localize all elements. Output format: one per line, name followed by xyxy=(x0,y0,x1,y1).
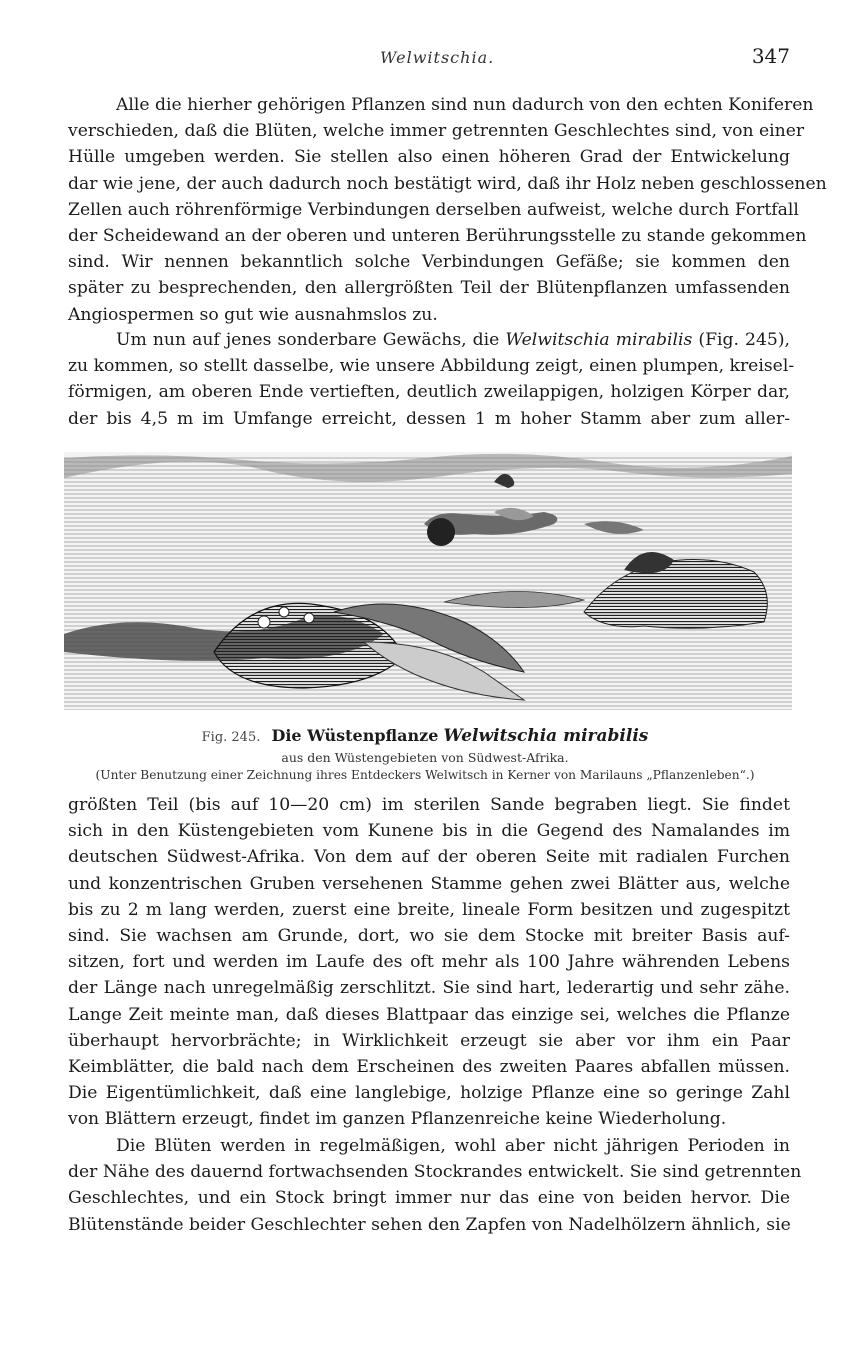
text-line: überhaupt hervorbrächte; in Wirklichkeit erzeugt sie aber vor ihm ein Paar xyxy=(68,1030,790,1051)
text-line: von Blättern erzeugt, findet im ganzen Pflanzenreiche keine Wiederholung. xyxy=(68,1109,727,1130)
text-line: sind. Sie wachsen am Grunde, dort, wo sie dem Stocke mit breiter Basis auf- xyxy=(68,926,790,947)
text-line: zu kommen, so stellt dasselbe, wie unsere Abbildung zeigt, einen plumpen, kreisel- xyxy=(68,356,795,377)
text-line: Lange Zeit meinte man, daß dieses Blattpaar das einzige sei, welches die Pflanze xyxy=(68,1004,790,1025)
welwitschia-illustration xyxy=(64,452,792,710)
text-line: Zellen auch röhrenförmige Verbindungen derselben aufweist, welche durch Fortfall xyxy=(68,199,799,220)
figure-label: Fig. 245. xyxy=(201,730,261,745)
text-segment: Um nun auf jenes sonderbare Gewächs, die xyxy=(116,330,506,350)
text-line: der Länge nach unregelmäßig zerschlitzt. Sie sind hart, lederartig und sehr zähe. xyxy=(68,978,790,999)
paragraph-2 xyxy=(68,327,795,432)
figure-caption xyxy=(40,726,810,746)
figure-species-name: Welwitschia mirabilis xyxy=(443,726,649,746)
text-line: Hülle umgeben werden. Sie stellen also einen höheren Grad der Entwickelung xyxy=(68,147,790,168)
species-name: Welwitschia mirabilis xyxy=(505,330,693,350)
text-line: der Scheidewand an der oberen und unteren Berührungsstelle zu stande gekommen xyxy=(68,226,807,247)
text-line: und konzentrischen Gruben versehenen Stamme gehen zwei Blätter aus, welche xyxy=(68,873,790,894)
paragraph-3 xyxy=(68,792,790,1133)
text-line: dar wie jene, der auch dadurch noch bestätigt wird, daß ihr Holz neben geschlossenen xyxy=(68,173,827,194)
text-line: verschieden, daß die Blüten, welche immer getrennten Geschlechtes sind, von einer xyxy=(68,121,805,142)
text-line: später zu besprechenden, den allergrößten Teil der Blütenpflanzen umfassenden xyxy=(68,278,790,299)
text-line: sich in den Küstengebieten vom Kunene bis in die Gegend des Namalandes im xyxy=(68,821,790,842)
running-title: Welwitschia. xyxy=(380,48,495,67)
figure-title: Die Wüstenpflanze xyxy=(271,726,439,745)
text-line: Angiospermen so gut wie ausnahmslos zu. xyxy=(68,304,438,325)
text-line: der Nähe des dauernd fortwachsenden Stockrandes entwickelt. Sie sind getrennten xyxy=(68,1162,802,1183)
text-line: Keimblätter, die bald nach dem Erscheinen des zweiten Paares abfallen müssen. xyxy=(68,1057,790,1078)
text-line: Alle die hierher gehörigen Pflanzen sind nun dadurch von den echten Koniferen xyxy=(116,95,814,115)
text-line xyxy=(68,327,790,353)
text-segment: (Fig. 245), xyxy=(692,330,790,350)
text-line: Geschlechtes, und ein Stock bringt immer nur das eine von beiden hervor. Die xyxy=(68,1188,790,1209)
text-line: deutschen Südwest-Afrika. Von dem auf der oberen Seite mit radialen Furchen xyxy=(68,847,790,868)
text-line: Die Blüten werden in regelmäßigen, wohl aber nicht jährigen Perioden in xyxy=(116,1136,790,1156)
text-line: förmigen, am oberen Ende vertieften, deutlich zweilappigen, holzigen Körper dar, xyxy=(68,382,790,403)
text-line: sitzen, fort und werden im Laufe des oft mehr als 100 Jahre währenden Lebens xyxy=(68,952,790,973)
text-line: Blütenstände beider Geschlechter sehen den Zapfen von Nadelhölzern ähnlich, sie xyxy=(68,1214,791,1235)
paragraph-4 xyxy=(68,1133,802,1238)
text-line: der bis 4,5 m im Umfange erreicht, dessen 1 m hoher Stamm aber zum aller- xyxy=(68,408,790,429)
text-line: bis zu 2 m lang werden, zuerst eine breite, lineale Form besitzen und zugespitzt xyxy=(68,899,790,920)
page-number: 347 xyxy=(751,44,790,68)
figure-credit: (Unter Benutzung einer Zeichnung ihres Entdeckers Welwitsch in Kerner von Marilauns „Pflanzenleben“.) xyxy=(95,768,755,782)
page-header xyxy=(0,44,850,74)
text-line: sind. Wir nennen bekanntlich solche Verbindungen Gefäße; sie kommen den xyxy=(68,252,790,273)
paragraph-1 xyxy=(68,92,827,328)
figure-subtitle: aus den Wüstengebieten von Südwest-Afrika. xyxy=(281,750,569,765)
text-line: Die Eigentümlichkeit, daß eine langlebige, holzige Pflanze eine so geringe Zahl xyxy=(68,1083,790,1104)
text-line: größten Teil (bis auf 10—20 cm) im sterilen Sande begraben liegt. Sie findet xyxy=(68,795,790,815)
